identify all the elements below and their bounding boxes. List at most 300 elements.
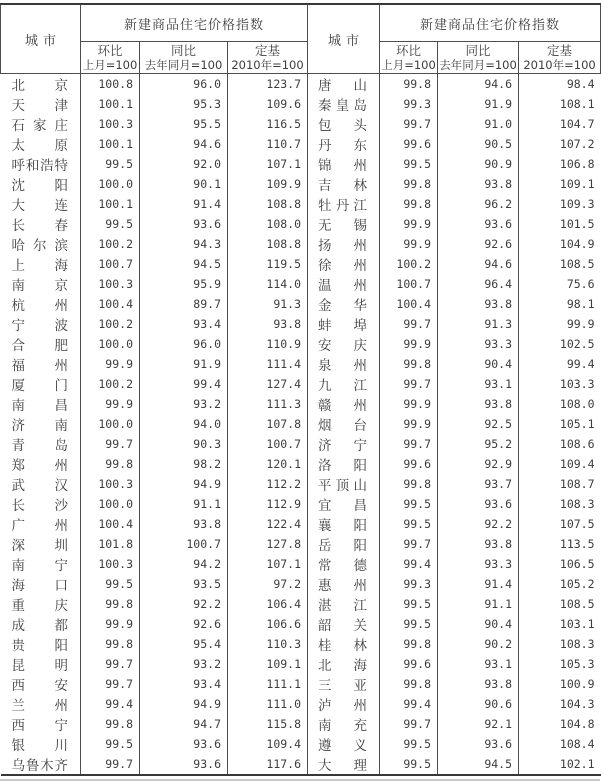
index-value-cell: 111.1: [228, 674, 308, 694]
index-value-cell: 99.9: [81, 394, 140, 414]
index-value-cell: 93.8: [438, 534, 519, 554]
city-cell: 青岛: [11, 438, 68, 454]
index-value-cell: 93.8: [438, 394, 519, 414]
index-value-cell: 108.0: [519, 394, 601, 414]
city-cell: 乌鲁木齐: [11, 758, 68, 774]
fixed-base-base: 2010年=100: [231, 57, 304, 72]
index-value-cell: 94.5: [140, 254, 228, 274]
index-value-cell: 94.6: [438, 74, 519, 95]
index-value-cell: 98.2: [140, 454, 228, 474]
city-cell: 唐山: [308, 74, 380, 95]
index-value-cell: 91.3: [228, 294, 308, 314]
index-value-cell: 93.1: [438, 374, 519, 394]
index-value-cell: 93.8: [228, 314, 308, 334]
index-value-cell: 90.9: [438, 154, 519, 174]
index-value-cell: 108.3: [519, 494, 601, 514]
index-value-cell: 94.6: [140, 134, 228, 154]
index-value-cell: 100.3: [81, 474, 140, 494]
index-value-cell: 99.6: [380, 134, 438, 154]
index-value-cell: 100.2: [380, 254, 438, 274]
index-value-cell: 93.6: [140, 734, 228, 754]
index-value-cell: 94.9: [140, 474, 228, 494]
index-value-cell: 97.2: [228, 574, 308, 594]
index-value-cell: 104.7: [519, 114, 601, 134]
city-cell: 平顶山: [308, 474, 380, 494]
table-row: [1, 394, 601, 414]
table-row: [1, 434, 601, 454]
index-value-cell: 99.3: [380, 94, 438, 114]
index-value-cell: 100.0: [81, 494, 140, 514]
index-value-cell: 95.2: [438, 434, 519, 454]
index-value-cell: 108.5: [519, 254, 601, 274]
yoy-label: 同比: [465, 42, 491, 58]
index-value-cell: 117.6: [228, 754, 308, 775]
index-value-cell: 103.1: [519, 614, 601, 634]
index-value-cell: 108.1: [519, 94, 601, 114]
index-value-cell: 99.9: [519, 314, 601, 334]
index-value-cell: 75.6: [519, 274, 601, 294]
index-value-cell: 99.8: [380, 674, 438, 694]
index-value-cell: 107.1: [228, 154, 308, 174]
mom-label: 环比: [396, 42, 422, 58]
index-value-cell: 92.6: [438, 234, 519, 254]
index-value-cell: 102.1: [519, 754, 601, 775]
city-cell: 扬州: [308, 234, 380, 254]
table-row: [1, 334, 601, 354]
index-value-cell: 91.1: [438, 594, 519, 614]
yoy-column-header-left: [140, 42, 228, 74]
yoy-label: 同比: [170, 42, 196, 58]
index-value-cell: 89.7: [140, 294, 228, 314]
table-row: [1, 754, 601, 775]
table-row: [1, 234, 601, 254]
index-value-cell: 99.5: [380, 494, 438, 514]
city-cell: 徐州: [308, 254, 380, 274]
index-value-cell: 100.0: [81, 334, 140, 354]
table-row: [1, 274, 601, 294]
index-value-cell: 99.4: [140, 374, 228, 394]
index-value-cell: 93.4: [140, 314, 228, 334]
index-value-cell: 99.8: [81, 454, 140, 474]
index-value-cell: 100.8: [81, 74, 140, 95]
index-value-cell: 99.9: [81, 614, 140, 634]
city-cell: 沈阳: [11, 178, 68, 194]
table-row: [1, 474, 601, 494]
index-value-cell: 123.7: [228, 74, 308, 95]
index-value-cell: 100.1: [81, 94, 140, 114]
index-value-cell: 107.1: [228, 554, 308, 574]
city-cell: 西宁: [11, 718, 68, 734]
index-value-cell: 91.0: [438, 114, 519, 134]
index-value-cell: 90.3: [140, 434, 228, 454]
index-value-cell: 100.2: [81, 374, 140, 394]
index-value-cell: 109.4: [519, 454, 601, 474]
index-value-cell: 93.7: [438, 474, 519, 494]
index-value-cell: 105.1: [519, 414, 601, 434]
table-row: [1, 554, 601, 574]
index-value-cell: 99.7: [380, 534, 438, 554]
index-value-cell: 100.4: [81, 294, 140, 314]
city-cell: 韶关: [308, 614, 380, 634]
yoy-column-header-right: [438, 42, 519, 74]
index-value-cell: 99.7: [380, 114, 438, 134]
index-value-cell: 99.7: [81, 674, 140, 694]
city-cell: 泸州: [308, 694, 380, 714]
yoy-base: 去年同月=100: [144, 57, 223, 72]
city-cell: 呼和浩特: [11, 158, 68, 174]
city-cell: 兰州: [11, 698, 68, 714]
index-value-cell: 108.0: [228, 214, 308, 234]
index-value-cell: 120.1: [228, 454, 308, 474]
city-cell: 吉林: [308, 174, 380, 194]
city-cell: 北京: [11, 78, 68, 94]
city-cell: 石家庄: [11, 118, 68, 134]
city-cell: 烟台: [308, 414, 380, 434]
index-value-cell: 100.7: [380, 274, 438, 294]
index-value-cell: 99.7: [81, 434, 140, 454]
table-row: [1, 734, 601, 754]
mom-column-header-right: [380, 42, 438, 74]
city-column-header-right: 城市: [308, 4, 380, 74]
index-value-cell: 99.8: [380, 354, 438, 374]
city-cell: 哈尔滨: [11, 238, 68, 254]
index-value-cell: 93.3: [438, 554, 519, 574]
table-row: [1, 714, 601, 734]
index-value-cell: 93.2: [140, 394, 228, 414]
index-value-cell: 99.7: [81, 654, 140, 674]
table-row: [1, 214, 601, 234]
index-value-cell: 99.4: [81, 694, 140, 714]
table-row: [1, 354, 601, 374]
index-value-cell: 109.1: [519, 174, 601, 194]
table-row: [1, 94, 601, 114]
city-cell: 天津: [11, 98, 68, 114]
city-cell: 成都: [11, 618, 68, 634]
index-value-cell: 92.0: [140, 154, 228, 174]
index-value-cell: 110.7: [228, 134, 308, 154]
city-cell: 包头: [308, 114, 380, 134]
index-value-cell: 106.4: [228, 594, 308, 614]
index-value-cell: 100.0: [81, 174, 140, 194]
index-value-cell: 99.4: [519, 354, 601, 374]
index-value-cell: 93.3: [438, 334, 519, 354]
index-value-cell: 93.8: [140, 514, 228, 534]
city-cell: 太原: [11, 138, 68, 154]
table-row: [1, 594, 601, 614]
index-value-cell: 95.3: [140, 94, 228, 114]
mom-column-header-left: [81, 42, 140, 74]
index-value-cell: 106.5: [519, 554, 601, 574]
table-row: [1, 514, 601, 534]
index-value-cell: 100.7: [81, 254, 140, 274]
city-cell: 安庆: [308, 334, 380, 354]
index-value-cell: 99.6: [380, 454, 438, 474]
index-value-cell: 90.2: [438, 634, 519, 654]
index-value-cell: 101.5: [519, 214, 601, 234]
index-value-cell: 108.8: [228, 234, 308, 254]
index-value-cell: 100.4: [380, 294, 438, 314]
index-value-cell: 108.6: [519, 434, 601, 454]
table-row: [1, 674, 601, 694]
index-value-cell: 99.8: [380, 194, 438, 214]
index-value-cell: 92.5: [438, 414, 519, 434]
index-value-cell: 99.8: [380, 474, 438, 494]
index-value-cell: 91.9: [140, 354, 228, 374]
city-cell: 上海: [11, 258, 68, 274]
index-value-cell: 94.6: [438, 254, 519, 274]
city-cell: 厦门: [11, 378, 68, 394]
index-group-header-left: 新建商品住宅价格指数: [81, 4, 308, 42]
index-value-cell: 98.1: [519, 294, 601, 314]
index-value-cell: 93.8: [438, 674, 519, 694]
index-value-cell: 99.4: [380, 694, 438, 714]
city-cell: 贵阳: [11, 638, 68, 654]
index-value-cell: 93.6: [438, 214, 519, 234]
index-value-cell: 100.2: [81, 234, 140, 254]
table-row: [1, 654, 601, 674]
index-value-cell: 94.9: [140, 694, 228, 714]
index-value-cell: 100.1: [81, 194, 140, 214]
index-value-cell: 107.2: [519, 134, 601, 154]
index-value-cell: 94.3: [140, 234, 228, 254]
index-value-cell: 100.3: [81, 554, 140, 574]
city-cell: 遵义: [308, 734, 380, 754]
city-cell: 南昌: [11, 398, 68, 414]
index-value-cell: 90.5: [438, 134, 519, 154]
table-row: [1, 254, 601, 274]
index-value-cell: 107.5: [519, 514, 601, 534]
index-value-cell: 104.9: [519, 234, 601, 254]
index-value-cell: 100.7: [228, 434, 308, 454]
index-value-cell: 110.3: [228, 634, 308, 654]
city-cell: 牡丹江: [308, 194, 380, 214]
index-value-cell: 106.6: [228, 614, 308, 634]
index-value-cell: 100.9: [519, 674, 601, 694]
mom-base: 上月=100: [82, 57, 138, 72]
city-cell: 北海: [308, 654, 380, 674]
city-cell: 济宁: [308, 434, 380, 454]
index-value-cell: 127.4: [228, 374, 308, 394]
index-value-cell: 108.8: [228, 194, 308, 214]
index-value-cell: 99.6: [380, 654, 438, 674]
index-value-cell: 111.3: [228, 394, 308, 414]
city-column-header-left: 城市: [1, 4, 81, 74]
index-value-cell: 109.4: [228, 734, 308, 754]
index-value-cell: 99.7: [81, 754, 140, 775]
index-value-cell: 96.0: [140, 74, 228, 95]
index-value-cell: 93.8: [438, 294, 519, 314]
table-row: [1, 634, 601, 654]
index-value-cell: 92.2: [140, 594, 228, 614]
index-value-cell: 94.5: [438, 754, 519, 775]
city-cell: 银川: [11, 738, 68, 754]
index-value-cell: 92.2: [438, 514, 519, 534]
index-value-cell: 99.7: [380, 434, 438, 454]
index-value-cell: 93.5: [140, 574, 228, 594]
index-value-cell: 93.4: [140, 674, 228, 694]
index-value-cell: 90.1: [140, 174, 228, 194]
city-cell: 桂林: [308, 634, 380, 654]
table-row: [1, 154, 601, 174]
city-cell: 秦皇岛: [308, 94, 380, 114]
index-value-cell: 99.8: [81, 714, 140, 734]
index-value-cell: 99.5: [380, 614, 438, 634]
index-value-cell: 99.9: [380, 234, 438, 254]
index-group-header-right: 新建商品住宅价格指数: [380, 4, 601, 42]
index-value-cell: 99.5: [81, 734, 140, 754]
city-cell: 广州: [11, 518, 68, 534]
city-cell: 金华: [308, 294, 380, 314]
city-cell: 郑州: [11, 458, 68, 474]
index-value-cell: 99.9: [380, 214, 438, 234]
table-row: [1, 574, 601, 594]
city-cell: 南充: [308, 714, 380, 734]
city-cell: 南宁: [11, 558, 68, 574]
index-value-cell: 93.6: [438, 734, 519, 754]
index-value-cell: 100.3: [81, 114, 140, 134]
index-value-cell: 99.5: [380, 734, 438, 754]
index-value-cell: 93.6: [438, 494, 519, 514]
index-value-cell: 93.2: [140, 654, 228, 674]
index-value-cell: 99.8: [380, 74, 438, 95]
index-value-cell: 96.4: [438, 274, 519, 294]
city-cell: 武汉: [11, 478, 68, 494]
index-value-cell: 99.8: [81, 594, 140, 614]
city-cell: 锦州: [308, 154, 380, 174]
housing-price-index-table: [0, 3, 601, 776]
index-value-cell: 108.4: [519, 734, 601, 754]
table-row: [1, 194, 601, 214]
city-cell: 杭州: [11, 298, 68, 314]
index-value-cell: 112.9: [228, 494, 308, 514]
index-value-cell: 109.1: [228, 654, 308, 674]
index-value-cell: 104.8: [519, 714, 601, 734]
index-value-cell: 109.6: [228, 94, 308, 114]
index-value-cell: 99.9: [380, 394, 438, 414]
index-value-cell: 100.7: [140, 534, 228, 554]
index-value-cell: 91.9: [438, 94, 519, 114]
index-value-cell: 93.1: [438, 654, 519, 674]
index-value-cell: 106.8: [519, 154, 601, 174]
index-value-cell: 93.6: [140, 214, 228, 234]
city-cell: 湛江: [308, 594, 380, 614]
city-cell: 西安: [11, 678, 68, 694]
index-value-cell: 94.0: [140, 414, 228, 434]
city-cell: 常德: [308, 554, 380, 574]
index-value-cell: 99.9: [81, 354, 140, 374]
table-row: [1, 614, 601, 634]
index-value-cell: 99.9: [380, 414, 438, 434]
index-value-cell: 100.1: [81, 134, 140, 154]
index-value-cell: 92.6: [140, 614, 228, 634]
index-value-cell: 93.8: [438, 174, 519, 194]
index-value-cell: 111.4: [228, 354, 308, 374]
table-row: [1, 374, 601, 394]
table-body: [1, 74, 601, 776]
table-row: [1, 134, 601, 154]
index-value-cell: 99.5: [380, 514, 438, 534]
index-value-cell: 99.5: [380, 154, 438, 174]
table-row: [1, 534, 601, 554]
index-value-cell: 116.5: [228, 114, 308, 134]
index-value-cell: 110.9: [228, 334, 308, 354]
city-cell: 大连: [11, 198, 68, 214]
index-value-cell: 91.3: [438, 314, 519, 334]
index-value-cell: 92.1: [438, 714, 519, 734]
index-value-cell: 115.8: [228, 714, 308, 734]
index-value-cell: 90.4: [438, 614, 519, 634]
city-cell: 宁波: [11, 318, 68, 334]
index-value-cell: 99.5: [81, 214, 140, 234]
city-cell: 大理: [308, 754, 380, 775]
index-value-cell: 99.7: [380, 714, 438, 734]
index-value-cell: 99.9: [380, 334, 438, 354]
city-cell: 岳阳: [308, 534, 380, 554]
index-value-cell: 100.0: [81, 414, 140, 434]
table-row: [1, 74, 601, 95]
fixed-base-column-header-left: [228, 42, 308, 74]
index-value-cell: 108.3: [519, 634, 601, 654]
city-cell: 深圳: [11, 538, 68, 554]
table-row: [1, 414, 601, 434]
city-cell: 合肥: [11, 338, 68, 354]
index-value-cell: 103.3: [519, 374, 601, 394]
fixed-base-label: 定基: [547, 42, 573, 58]
fixed-base-column-header-right: [519, 42, 601, 74]
city-cell: 洛阳: [308, 454, 380, 474]
index-value-cell: 109.3: [519, 194, 601, 214]
index-value-cell: 91.4: [140, 194, 228, 214]
index-value-cell: 96.0: [140, 334, 228, 354]
index-value-cell: 99.7: [380, 374, 438, 394]
city-cell: 襄阳: [308, 514, 380, 534]
table-header: [1, 4, 601, 74]
mom-base: 上月=100: [381, 57, 436, 72]
index-value-cell: 98.4: [519, 74, 601, 95]
index-value-cell: 99.8: [380, 174, 438, 194]
index-value-cell: 108.5: [519, 594, 601, 614]
city-cell: 泉州: [308, 354, 380, 374]
index-value-cell: 112.2: [228, 474, 308, 494]
table-row: [1, 174, 601, 194]
index-value-cell: 93.6: [140, 754, 228, 775]
city-cell: 无锡: [308, 214, 380, 234]
index-value-cell: 113.5: [519, 534, 601, 554]
city-cell: 赣州: [308, 394, 380, 414]
index-value-cell: 99.7: [380, 314, 438, 334]
index-value-cell: 92.9: [438, 454, 519, 474]
index-value-cell: 99.5: [380, 594, 438, 614]
index-value-cell: 105.3: [519, 654, 601, 674]
city-cell: 丹东: [308, 134, 380, 154]
index-value-cell: 99.5: [380, 754, 438, 775]
index-value-cell: 95.5: [140, 114, 228, 134]
index-value-cell: 104.3: [519, 694, 601, 714]
index-value-cell: 95.9: [140, 274, 228, 294]
city-cell: 宜昌: [308, 494, 380, 514]
index-value-cell: 119.5: [228, 254, 308, 274]
table-row: [1, 494, 601, 514]
index-value-cell: 114.0: [228, 274, 308, 294]
city-cell: 海口: [11, 578, 68, 594]
table-row: [1, 454, 601, 474]
index-value-cell: 91.1: [140, 494, 228, 514]
index-value-cell: 99.8: [380, 634, 438, 654]
city-cell: 三亚: [308, 674, 380, 694]
index-value-cell: 99.5: [81, 154, 140, 174]
city-cell: 惠州: [308, 574, 380, 594]
index-value-cell: 99.4: [380, 554, 438, 574]
